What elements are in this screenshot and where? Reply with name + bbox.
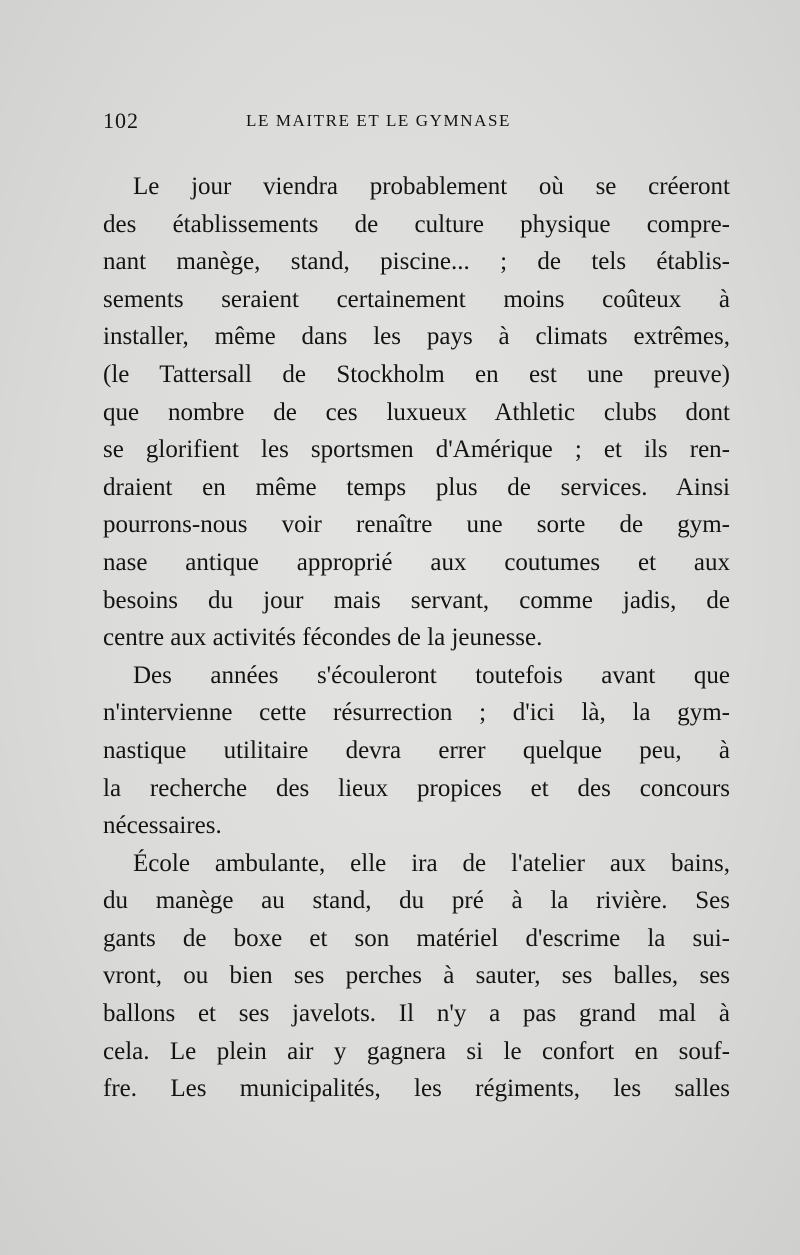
text-line: n'intervienne cette résurrection ; d'ici là, la gym- xyxy=(103,699,730,727)
text-line: vront, ou bien ses perches à sauter, ses balles, ses xyxy=(103,962,730,990)
text-line: fre. Les municipalités, les régiments, les salles xyxy=(103,1075,730,1103)
text-line: gants de boxe et son matériel d'escrime la sui- xyxy=(103,924,730,952)
text-line: Des années s'écouleront toutefois avant que xyxy=(133,661,730,689)
text-line: besoins du jour mais servant, comme jadis, de xyxy=(103,586,730,614)
text-line: se glorifient les sportsmen d'Amérique ; et ils ren- xyxy=(103,436,730,464)
text-line: ballons et ses javelots. Il n'y a pas grand mal à xyxy=(103,1000,730,1028)
text-line: centre aux activités fécondes de la jeunesse. xyxy=(103,624,543,652)
text-line: pourrons-nous voir renaître une sorte de gym- xyxy=(103,511,730,539)
text-line: que nombre de ces luxueux Athletic clubs dont xyxy=(103,398,730,426)
page-header xyxy=(103,108,728,138)
text-line: installer, même dans les pays à climats extrêmes, xyxy=(103,323,730,351)
text-line: du manège au stand, du pré à la rivière. Ses xyxy=(103,887,730,915)
running-head: LE MAITRE ET LE GYMNASE xyxy=(246,111,512,130)
text-line: cela. Le plein air y gagnera si le confort en souf- xyxy=(103,1037,730,1065)
text-line: Le jour viendra probablement où se créeront xyxy=(133,173,730,200)
text-line: la recherche des lieux propices et des concours xyxy=(103,774,730,802)
text-line: nastique utilitaire devra errer quelque peu, à xyxy=(103,736,730,764)
text-line: nant manège, stand, piscine... ; de tels établis- xyxy=(103,248,730,276)
text-line: nase antique approprié aux coutumes et aux xyxy=(103,548,730,576)
page-number: 102 xyxy=(103,108,139,133)
body-text xyxy=(103,168,730,1108)
text-line: École ambulante, elle ira de l'atelier aux bains, xyxy=(133,849,730,877)
text-line: draient en même temps plus de services. Ainsi xyxy=(103,473,730,501)
text-line: des établissements de culture physique compre- xyxy=(103,210,730,238)
text-line: (le Tattersall de Stockholm en est une preuve) xyxy=(103,360,730,388)
text-line: nécessaires. xyxy=(103,812,222,840)
text-line: sements seraient certainement moins coûteux à xyxy=(103,285,730,313)
